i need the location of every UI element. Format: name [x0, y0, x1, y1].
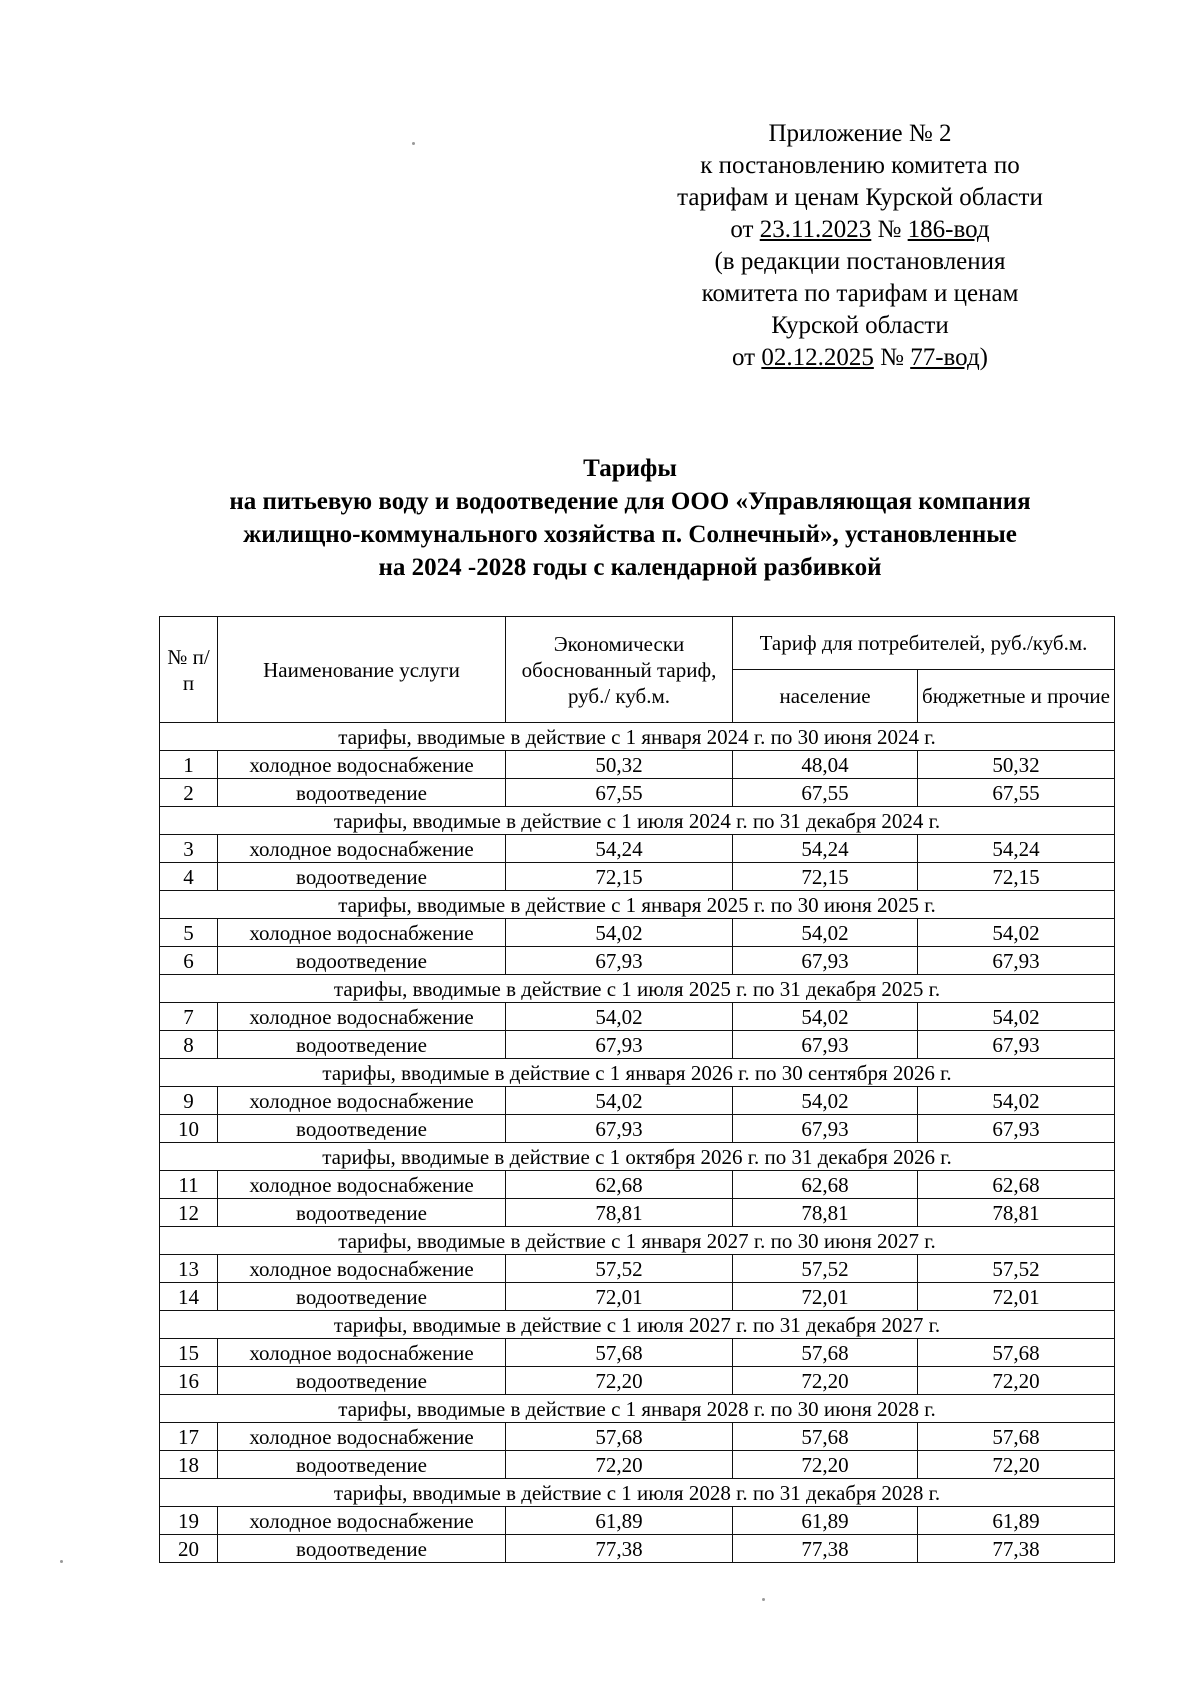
table-row: [160, 919, 1115, 947]
economic-tariff: 72,15: [506, 863, 733, 891]
service-name: водоотведение: [218, 947, 506, 975]
document-title: [100, 452, 1160, 584]
appendix-amendment-ref: от 02.12.2025 № 77-вод): [731, 344, 988, 371]
economic-tariff: 67,93: [506, 1115, 733, 1143]
service-name: холодное водоснабжение: [218, 1003, 506, 1031]
table-row: [160, 1255, 1115, 1283]
amendment-number: 77-вод: [910, 344, 980, 371]
period-row: [160, 1311, 1115, 1339]
budget-tariff: 72,01: [918, 1283, 1115, 1311]
service-name: холодное водоснабжение: [218, 1423, 506, 1451]
header-consumer-tariff: Тариф для потребителей, руб./куб.м.: [733, 617, 1115, 670]
period-label: тарифы, вводимые в действие с 1 января 2027 г. по 30 июня 2027 г.: [160, 1227, 1115, 1255]
period-label: тарифы, вводимые в действие с 1 января 2026 г. по 30 сентября 2026 г.: [160, 1059, 1115, 1087]
service-name: водоотведение: [218, 1031, 506, 1059]
appendix-line-7: Курской области: [771, 312, 949, 339]
period-row: [160, 891, 1115, 919]
table-row: [160, 751, 1115, 779]
period-row: [160, 1059, 1115, 1087]
period-label: тарифы, вводимые в действие с 1 июля 2024 г. по 31 декабря 2024 г.: [160, 807, 1115, 835]
period-label: тарифы, вводимые в действие с 1 января 2025 г. по 30 июня 2025 г.: [160, 891, 1115, 919]
period-label: тарифы, вводимые в действие с 1 июля 2025 г. по 31 декабря 2025 г.: [160, 975, 1115, 1003]
row-number: 19: [160, 1507, 218, 1535]
table-row: [160, 1283, 1115, 1311]
row-number: 8: [160, 1031, 218, 1059]
population-tariff: 54,02: [733, 1003, 918, 1031]
population-tariff: 77,38: [733, 1535, 918, 1563]
budget-tariff: 72,15: [918, 863, 1115, 891]
service-name: водоотведение: [218, 1199, 506, 1227]
economic-tariff: 77,38: [506, 1535, 733, 1563]
budget-tariff: 54,24: [918, 835, 1115, 863]
scan-speck: [60, 1560, 63, 1563]
budget-tariff: 57,52: [918, 1255, 1115, 1283]
population-tariff: 67,93: [733, 1031, 918, 1059]
period-label: тарифы, вводимые в действие с 1 января 2028 г. по 30 июня 2028 г.: [160, 1395, 1115, 1423]
table-row: [160, 1535, 1115, 1563]
economic-tariff: 62,68: [506, 1171, 733, 1199]
header-population: население: [733, 670, 918, 723]
budget-tariff: 62,68: [918, 1171, 1115, 1199]
title-line-1: Тарифы: [583, 455, 677, 482]
population-tariff: 72,15: [733, 863, 918, 891]
service-name: водоотведение: [218, 1367, 506, 1395]
service-name: водоотведение: [218, 1535, 506, 1563]
row-number: 12: [160, 1199, 218, 1227]
period-row: [160, 807, 1115, 835]
population-tariff: 61,89: [733, 1507, 918, 1535]
budget-tariff: 54,02: [918, 1003, 1115, 1031]
population-tariff: 57,68: [733, 1339, 918, 1367]
economic-tariff: 54,02: [506, 1003, 733, 1031]
row-number: 16: [160, 1367, 218, 1395]
service-name: холодное водоснабжение: [218, 1339, 506, 1367]
row-number: 5: [160, 919, 218, 947]
service-name: водоотведение: [218, 1115, 506, 1143]
table-row: [160, 1199, 1115, 1227]
appendix-line-6: комитета по тарифам и ценам: [701, 280, 1019, 307]
budget-tariff: 72,20: [918, 1367, 1115, 1395]
row-number: 10: [160, 1115, 218, 1143]
population-tariff: 67,93: [733, 947, 918, 975]
row-number: 3: [160, 835, 218, 863]
service-name: холодное водоснабжение: [218, 1087, 506, 1115]
budget-tariff: 67,93: [918, 1031, 1115, 1059]
appendix-line-3: тарифам и ценам Курской области: [677, 184, 1043, 211]
economic-tariff: 67,93: [506, 1031, 733, 1059]
row-number: 20: [160, 1535, 218, 1563]
row-number: 2: [160, 779, 218, 807]
service-name: холодное водоснабжение: [218, 751, 506, 779]
budget-tariff: 50,32: [918, 751, 1115, 779]
period-row: [160, 1227, 1115, 1255]
header-service: Наименование услуги: [218, 617, 506, 723]
row-number: 17: [160, 1423, 218, 1451]
period-label: тарифы, вводимые в действие с 1 июля 2028 г. по 31 декабря 2028 г.: [160, 1479, 1115, 1507]
population-tariff: 48,04: [733, 751, 918, 779]
budget-tariff: 67,93: [918, 947, 1115, 975]
period-row: [160, 723, 1115, 751]
table-row: [160, 779, 1115, 807]
resolution-date: 23.11.2023: [759, 216, 872, 243]
population-tariff: 67,93: [733, 1115, 918, 1143]
table-row: [160, 1031, 1115, 1059]
population-tariff: 54,24: [733, 835, 918, 863]
appendix-header: [620, 118, 1100, 374]
row-number: 11: [160, 1171, 218, 1199]
table-row: [160, 863, 1115, 891]
tariffs-table: [159, 616, 1115, 1563]
table-row: [160, 1451, 1115, 1479]
service-name: водоотведение: [218, 1283, 506, 1311]
header-number: № п/п: [160, 617, 218, 723]
economic-tariff: 50,32: [506, 751, 733, 779]
title-line-4: на 2024 -2028 годы с календарной разбивкой: [378, 554, 882, 581]
economic-tariff: 72,01: [506, 1283, 733, 1311]
population-tariff: 72,20: [733, 1367, 918, 1395]
economic-tariff: 61,89: [506, 1507, 733, 1535]
population-tariff: 62,68: [733, 1171, 918, 1199]
budget-tariff: 61,89: [918, 1507, 1115, 1535]
population-tariff: 72,01: [733, 1283, 918, 1311]
appendix-line-5: (в редакции постановления: [714, 248, 1006, 275]
row-number: 9: [160, 1087, 218, 1115]
row-number: 4: [160, 863, 218, 891]
economic-tariff: 72,20: [506, 1367, 733, 1395]
service-name: холодное водоснабжение: [218, 919, 506, 947]
budget-tariff: 67,93: [918, 1115, 1115, 1143]
table-row: [160, 835, 1115, 863]
population-tariff: 72,20: [733, 1451, 918, 1479]
header-economic-tariff: Экономически обоснованный тариф, руб./ куб.м.: [506, 617, 733, 723]
table-row: [160, 1115, 1115, 1143]
economic-tariff: 54,24: [506, 835, 733, 863]
table-row: [160, 1423, 1115, 1451]
service-name: холодное водоснабжение: [218, 1171, 506, 1199]
budget-tariff: 77,38: [918, 1535, 1115, 1563]
economic-tariff: 57,68: [506, 1423, 733, 1451]
economic-tariff: 78,81: [506, 1199, 733, 1227]
row-number: 15: [160, 1339, 218, 1367]
population-tariff: 67,55: [733, 779, 918, 807]
population-tariff: 78,81: [733, 1199, 918, 1227]
row-number: 6: [160, 947, 218, 975]
row-number: 18: [160, 1451, 218, 1479]
appendix-number: Приложение № 2: [768, 120, 952, 147]
economic-tariff: 57,52: [506, 1255, 733, 1283]
row-number: 7: [160, 1003, 218, 1031]
table-row: [160, 947, 1115, 975]
tariffs-table-body: [160, 723, 1115, 1563]
title-line-3: жилищно-коммунального хозяйства п. Солнечный», установленные: [243, 521, 1017, 548]
economic-tariff: 67,93: [506, 947, 733, 975]
service-name: холодное водоснабжение: [218, 1507, 506, 1535]
service-name: холодное водоснабжение: [218, 835, 506, 863]
table-row: [160, 1339, 1115, 1367]
budget-tariff: 57,68: [918, 1339, 1115, 1367]
population-tariff: 54,02: [733, 919, 918, 947]
period-label: тарифы, вводимые в действие с 1 июля 2027 г. по 31 декабря 2027 г.: [160, 1311, 1115, 1339]
budget-tariff: 67,55: [918, 779, 1115, 807]
period-label: тарифы, вводимые в действие с 1 октября 2026 г. по 31 декабря 2026 г.: [160, 1143, 1115, 1171]
budget-tariff: 57,68: [918, 1423, 1115, 1451]
service-name: водоотведение: [218, 779, 506, 807]
budget-tariff: 54,02: [918, 919, 1115, 947]
period-row: [160, 1395, 1115, 1423]
budget-tariff: 72,20: [918, 1451, 1115, 1479]
appendix-line-2: к постановлению комитета по: [700, 152, 1020, 179]
population-tariff: 57,52: [733, 1255, 918, 1283]
period-row: [160, 975, 1115, 1003]
economic-tariff: 67,55: [506, 779, 733, 807]
service-name: водоотведение: [218, 1451, 506, 1479]
period-label: тарифы, вводимые в действие с 1 января 2024 г. по 30 июня 2024 г.: [160, 723, 1115, 751]
table-row: [160, 1171, 1115, 1199]
period-row: [160, 1479, 1115, 1507]
table-row: [160, 1507, 1115, 1535]
scan-speck: [762, 1598, 765, 1601]
amendment-date: 02.12.2025: [761, 344, 874, 371]
resolution-number: 186-вод: [907, 216, 990, 243]
appendix-resolution-ref: от 23.11.2023 № 186-вод: [730, 216, 990, 243]
service-name: холодное водоснабжение: [218, 1255, 506, 1283]
row-number: 14: [160, 1283, 218, 1311]
row-number: 13: [160, 1255, 218, 1283]
service-name: водоотведение: [218, 863, 506, 891]
scan-speck: [412, 142, 415, 145]
table-row: [160, 1367, 1115, 1395]
header-budget: бюджетные и прочие: [918, 670, 1115, 723]
budget-tariff: 78,81: [918, 1199, 1115, 1227]
economic-tariff: 57,68: [506, 1339, 733, 1367]
economic-tariff: 54,02: [506, 919, 733, 947]
table-row: [160, 1087, 1115, 1115]
title-line-2: на питьевую воду и водоотведение для ООО «Управляющая компания: [229, 488, 1031, 515]
economic-tariff: 54,02: [506, 1087, 733, 1115]
table-row: [160, 1003, 1115, 1031]
population-tariff: 54,02: [733, 1087, 918, 1115]
economic-tariff: 72,20: [506, 1451, 733, 1479]
budget-tariff: 54,02: [918, 1087, 1115, 1115]
period-row: [160, 1143, 1115, 1171]
population-tariff: 57,68: [733, 1423, 918, 1451]
row-number: 1: [160, 751, 218, 779]
